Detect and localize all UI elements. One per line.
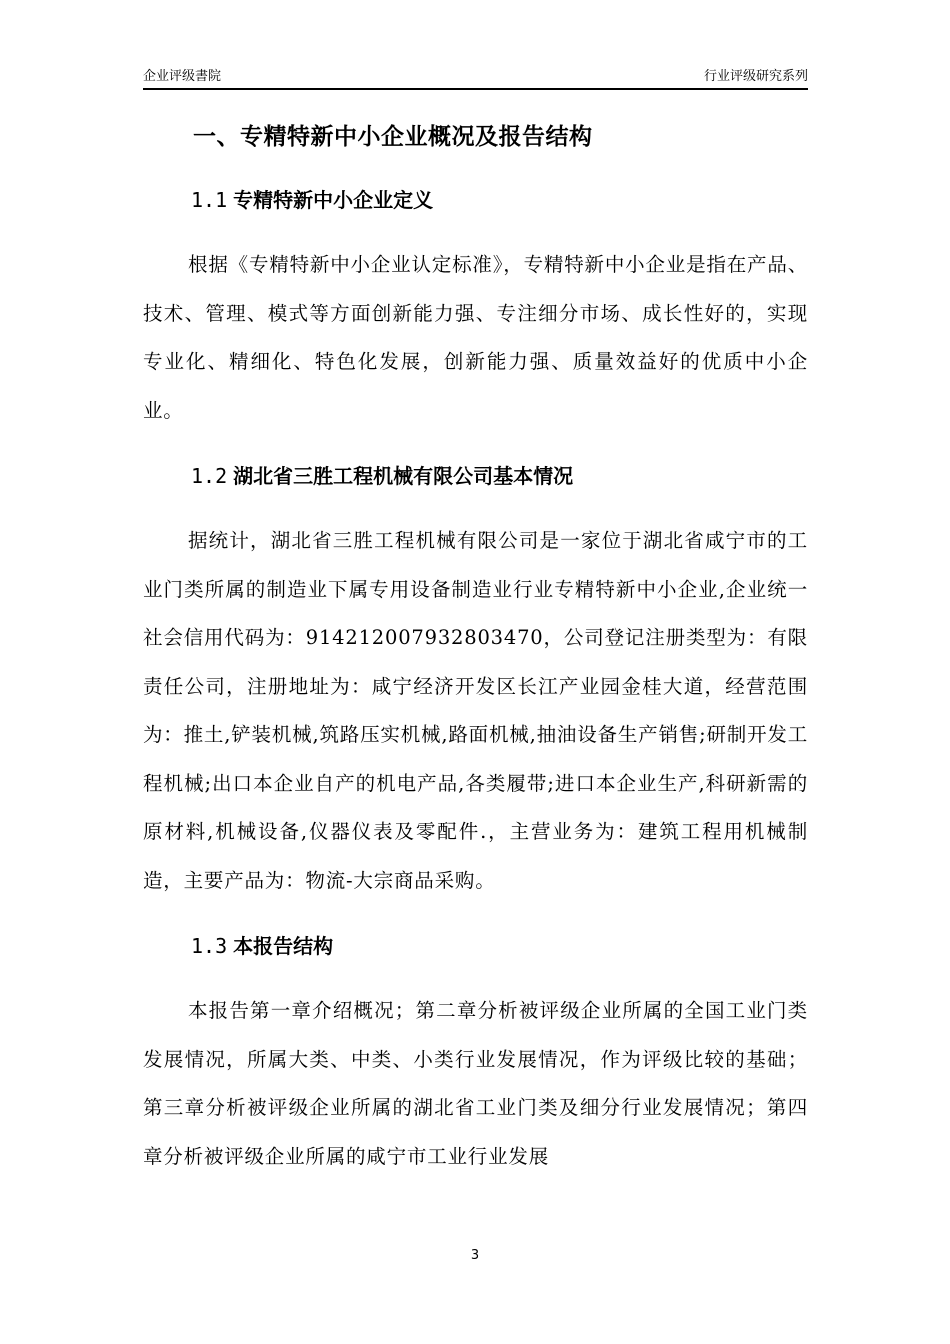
page-header	[143, 68, 808, 90]
section-title: 专精特新中小企业定义	[233, 188, 434, 212]
section-heading-1-3	[143, 923, 808, 969]
section-title: 湖北省三胜工程机械有限公司基本情况	[233, 464, 574, 488]
section-number: 1.2	[191, 464, 228, 488]
page-number: 3	[470, 1248, 480, 1263]
section-number: 1.3	[191, 934, 228, 958]
section-paragraph-1-3: 本报告第一章介绍概况；第二章分析被评级企业所属的全国工业门类发展情况，所属大类、中类、小类行业发展情况，作为评级比较的基础；第三章分析被评级企业所属的湖北省工业门类及细分行业发展情况；第四章分析被评级企业所属的咸宁市工业行业发展	[143, 999, 808, 1168]
header-left-title: 企业评级書院	[143, 69, 222, 84]
document-body	[143, 112, 808, 1181]
section-paragraph-1-2: 据统计，湖北省三胜工程机械有限公司是一家位于湖北省咸宁市的工业门类所属的制造业下属专用设备制造业行业专精特新中小企业,企业统一社会信用代码为：914212007932803470，公司登记注册类型为：有限责任公司，注册地址为：咸宁经济开发区长江产业园金桂大道，经营范围为：推土,铲装机械,筑路压实机械,路面机械,抽油设备生产销售;研制开发工程机械;出口本企业自产的机电产品,各类履带;进口本企业生产,科研新需的原材料,机械设备,仪器仪表及零配件.，主营业务为：建筑工程用机械制造，主要产品为：物流-大宗商品采购。	[143, 529, 808, 892]
header-right-title: 行业评级研究系列	[703, 69, 808, 84]
chapter-title: 一、专精特新中小企业概况及报告结构	[193, 124, 593, 150]
section-title: 本报告结构	[233, 934, 334, 958]
section-heading-1-2	[143, 453, 808, 499]
section-number: 1.1	[191, 188, 228, 212]
section-heading-1-1	[143, 177, 808, 223]
section-paragraph-1-1: 根据《专精特新中小企业认定标准》，专精特新中小企业是指在产品、技术、管理、模式等方面创新能力强、专注细分市场、成长性好的，实现专业化、精细化、特色化发展，创新能力强、质量效益好的优质中小企业。	[143, 253, 808, 422]
